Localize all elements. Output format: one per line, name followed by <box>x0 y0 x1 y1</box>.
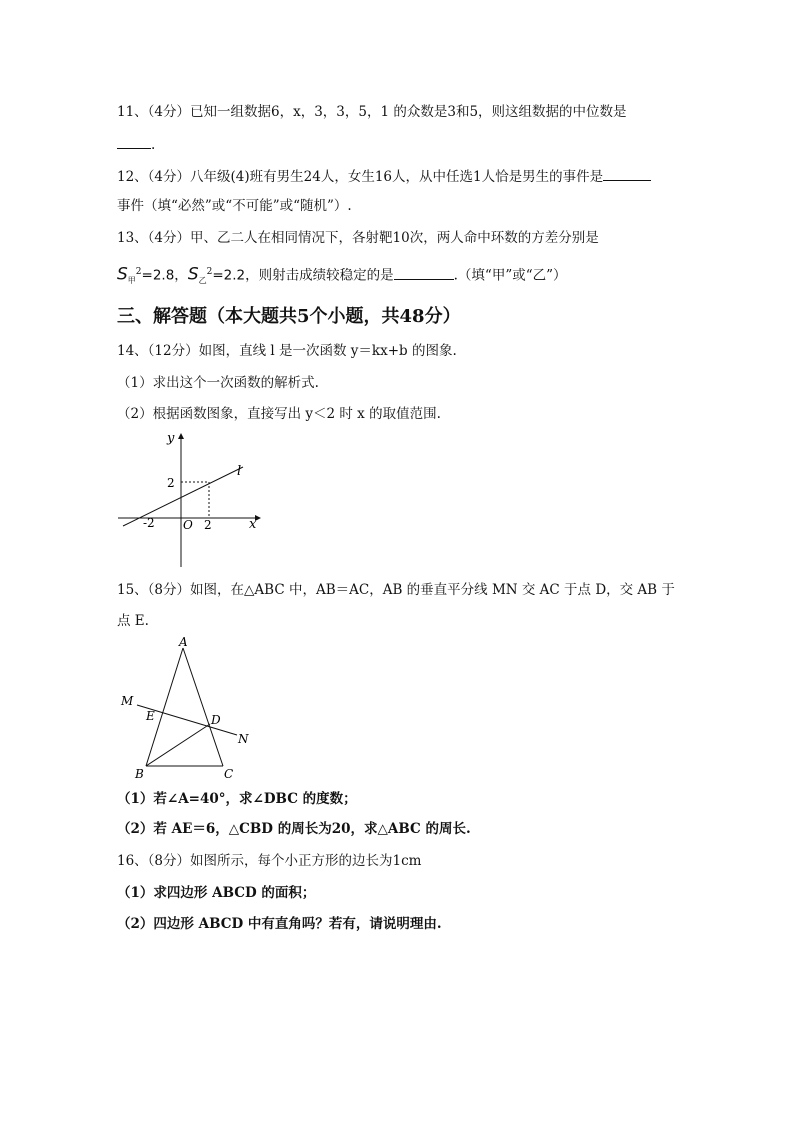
q16-part1: （1）求四边形 ABCD 的面积； <box>117 885 316 901</box>
q11-line1 <box>117 103 627 121</box>
q14-graph <box>115 425 265 570</box>
q15-figure <box>115 635 265 785</box>
label-C: C <box>224 767 234 781</box>
q13-end: .（填“甲”或“乙”） <box>453 267 567 284</box>
graph-origin-label: O <box>183 518 193 532</box>
graph-line-label: l <box>237 464 242 479</box>
segment-ac <box>183 648 223 766</box>
segment-ab <box>146 648 183 766</box>
graph-label-y2: 2 <box>167 476 175 490</box>
segment-bd <box>146 724 210 766</box>
q15-text: 15、（8分）如图，在△ABC 中，AB＝AC，AB 的垂直平分线 MN 交 AC 于点 D，交 AB 于 <box>117 582 675 598</box>
q12-line1 <box>117 166 651 186</box>
q14-part2: （2）根据函数图象，直接写出 y＜2 时 x 的取值范围. <box>117 406 441 422</box>
graph-label-xneg2: -2 <box>143 516 155 530</box>
q16-part2: （2）四边形 ABCD 中有直角吗？若有，请说明理由. <box>117 916 442 932</box>
q13-answer-blank[interactable] <box>394 265 454 280</box>
q12-answer-blank[interactable] <box>603 166 651 181</box>
q11-line2 <box>117 134 155 154</box>
q16-text: 16、（8分）如图所示，每个小正方形的边长为1cm <box>117 853 422 869</box>
q13-line2 <box>117 263 567 290</box>
q13-var-b-val: =2.2，则射击成绩较稳定的是 <box>212 267 394 284</box>
q13-var-b-sub: 乙 <box>198 276 207 286</box>
q13-var-a-sub: 甲 <box>127 276 136 286</box>
q15-text-b: 点 E. <box>117 613 149 629</box>
q13-var-a-val: =2.8， <box>141 267 188 284</box>
q12-line2 <box>117 197 352 215</box>
y-axis-arrow-icon <box>178 433 184 439</box>
label-D: D <box>211 713 221 727</box>
label-A: A <box>179 635 188 649</box>
q15-part1: （1）若∠A=40°，求∠DBC 的度数； <box>117 791 357 807</box>
graph-x-label: x <box>249 517 257 532</box>
label-B: B <box>135 767 144 781</box>
label-M: M <box>121 694 134 708</box>
label-N: N <box>238 732 249 746</box>
q13-var-b-sup: 2 <box>206 267 213 277</box>
label-E: E <box>146 709 155 723</box>
q11-end: . <box>151 137 156 153</box>
q14-part1: （1）求出这个一次函数的解析式. <box>117 375 319 391</box>
graph-label-x2: 2 <box>204 518 212 532</box>
q13-var-a-letter: S <box>117 264 128 285</box>
section-3-title: 三、解答题（本大题共5个小题，共48分） <box>117 306 461 327</box>
q13-text: 13、（4分）甲、乙二人在相同情况下，各射靶10次，两人命中环数的方差分别是 <box>117 230 599 246</box>
q11-text: 11、（4分）已知一组数据6，x，3，3，5，1 的众数是3和5，则这组数据的中位数是 <box>117 104 627 120</box>
q13-var-b-letter: S <box>187 264 199 285</box>
q14-text: 14、（12分）如图，直线 l 是一次函数 y＝kx+b 的图象. <box>117 343 457 359</box>
graph-y-label: y <box>167 431 175 446</box>
q15-part2: （2）若 AE＝6，△CBD 的周长为20，求△ABC 的周长. <box>117 821 471 837</box>
q12-text: 12、（4分）八年级(4)班有男生24人，女生16人，从中任选1人恰是男生的事件是 <box>117 169 604 185</box>
q13-var-a-sup: 2 <box>135 267 142 277</box>
q11-answer-blank[interactable] <box>117 134 151 149</box>
q13-line1 <box>117 229 599 247</box>
q12-text-b: 事件（填“必然”或“不可能”或“随机”）. <box>117 198 352 214</box>
